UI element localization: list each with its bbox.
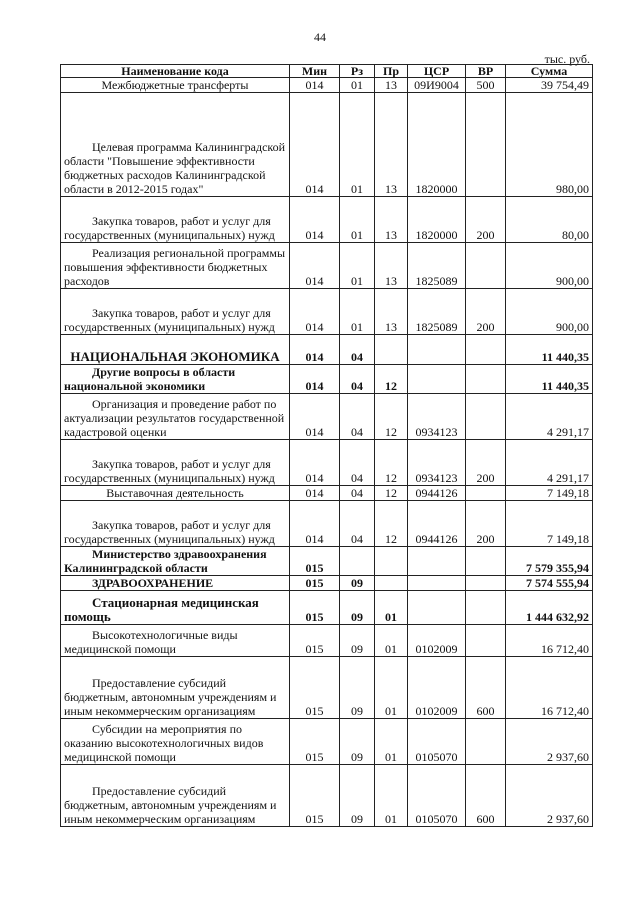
row-csr: 0105070: [408, 719, 466, 765]
row-vr: [466, 335, 506, 365]
row-name: Закупка товаров, работ и услуг для государственных (муниципальных) нужд: [61, 501, 290, 547]
row-name: Реализация региональной программы повышения эффективности бюджетных расходов: [61, 243, 290, 289]
row-pr: 01: [375, 765, 408, 827]
header-pr: Пр: [375, 65, 408, 78]
row-sum: 39 754,49: [506, 78, 593, 93]
row-vr: [466, 486, 506, 501]
row-rz: 01: [340, 93, 375, 197]
row-sum: 980,00: [506, 93, 593, 197]
row-vr: [466, 547, 506, 576]
row-pr: 13: [375, 289, 408, 335]
row-vr: 600: [466, 657, 506, 719]
row-pr: 12: [375, 440, 408, 486]
row-pr: 12: [375, 486, 408, 501]
row-rz: 01: [340, 197, 375, 243]
row-csr: 0934123: [408, 440, 466, 486]
row-vr: 200: [466, 289, 506, 335]
header-vr: ВР: [466, 65, 506, 78]
row-vr: [466, 625, 506, 657]
row-name: Закупка товаров, работ и услуг для государственных (муниципальных) нужд: [61, 289, 290, 335]
row-vr: [466, 591, 506, 625]
row-name: Предоставление субсидий бюджетным, автономным учреждениям и иным некоммерческим организациям: [61, 765, 290, 827]
row-csr: 0934123: [408, 394, 466, 440]
table-row: [61, 765, 593, 827]
row-vr: [466, 394, 506, 440]
row-sum: 2 937,60: [506, 765, 593, 827]
row-min: 014: [290, 501, 340, 547]
row-vr: 600: [466, 765, 506, 827]
row-vr: [466, 365, 506, 394]
row-pr: [375, 576, 408, 591]
row-rz: 04: [340, 501, 375, 547]
row-min: 014: [290, 243, 340, 289]
row-rz: 09: [340, 657, 375, 719]
row-sum: 16 712,40: [506, 625, 593, 657]
row-vr: [466, 93, 506, 197]
row-pr: 12: [375, 365, 408, 394]
row-vr: [466, 719, 506, 765]
row-csr: 1825089: [408, 289, 466, 335]
header-name: Наименование кода: [61, 65, 290, 78]
table-row: [61, 335, 593, 365]
row-sum: 900,00: [506, 289, 593, 335]
row-min: 015: [290, 625, 340, 657]
row-name: Другие вопросы в области национальной экономики: [61, 365, 290, 394]
row-sum: 7 579 355,94: [506, 547, 593, 576]
row-vr: [466, 576, 506, 591]
row-pr: [375, 547, 408, 576]
row-name: НАЦИОНАЛЬНАЯ ЭКОНОМИКА: [61, 335, 290, 365]
table-row: [61, 365, 593, 394]
table-row: [61, 547, 593, 576]
table-row: [61, 93, 593, 197]
row-sum: 11 440,35: [506, 335, 593, 365]
table-row: [61, 440, 593, 486]
header-rz: Рз: [340, 65, 375, 78]
row-csr: 1825089: [408, 243, 466, 289]
page-number: 44: [314, 30, 326, 44]
row-vr: 500: [466, 78, 506, 93]
row-pr: 13: [375, 93, 408, 197]
row-sum: 7 149,18: [506, 501, 593, 547]
row-rz: 04: [340, 365, 375, 394]
row-name: Субсидии на мероприятия по оказанию высокотехнологичных видов медицинской помощи: [61, 719, 290, 765]
table-row: [61, 657, 593, 719]
row-name: Предоставление субсидий бюджетным, автономным учреждениям и иным некоммерческим организациям: [61, 657, 290, 719]
table-row: [61, 289, 593, 335]
row-name: Закупка товаров, работ и услуг для государственных (муниципальных) нужд: [61, 440, 290, 486]
row-min: 015: [290, 719, 340, 765]
row-rz: 09: [340, 625, 375, 657]
row-min: 014: [290, 394, 340, 440]
row-min: 015: [290, 547, 340, 576]
row-rz: 01: [340, 78, 375, 93]
row-vr: 200: [466, 197, 506, 243]
row-sum: 4 291,17: [506, 440, 593, 486]
table-row: [61, 243, 593, 289]
table-row: [61, 576, 593, 591]
header-sum: Сумма: [506, 65, 593, 78]
budget-table: [60, 64, 593, 827]
row-rz: 04: [340, 394, 375, 440]
row-pr: 01: [375, 591, 408, 625]
row-rz: 09: [340, 576, 375, 591]
row-sum: 7 574 555,94: [506, 576, 593, 591]
row-vr: 200: [466, 440, 506, 486]
row-sum: 2 937,60: [506, 719, 593, 765]
row-min: 014: [290, 93, 340, 197]
row-min: 014: [290, 335, 340, 365]
row-name: Межбюджетные трансферты: [61, 78, 290, 93]
row-min: 014: [290, 78, 340, 93]
row-sum: 1 444 632,92: [506, 591, 593, 625]
row-name: Организация и проведение работ по актуализации результатов государственной кадастровой оценки: [61, 394, 290, 440]
header-csr: ЦСР: [408, 65, 466, 78]
table-row: [61, 625, 593, 657]
row-rz: 09: [340, 591, 375, 625]
row-name: Стационарная медицинская помощь: [61, 591, 290, 625]
row-pr: 12: [375, 501, 408, 547]
units-label: тыс. руб.: [544, 52, 590, 66]
row-vr: 200: [466, 501, 506, 547]
row-vr: [466, 243, 506, 289]
row-min: 015: [290, 657, 340, 719]
row-min: 014: [290, 289, 340, 335]
row-csr: 0102009: [408, 657, 466, 719]
row-min: 015: [290, 576, 340, 591]
row-csr: 1820000: [408, 93, 466, 197]
header-min: Мин: [290, 65, 340, 78]
row-csr: [408, 547, 466, 576]
table-row: [61, 486, 593, 501]
row-min: 015: [290, 765, 340, 827]
row-pr: 01: [375, 625, 408, 657]
row-sum: 80,00: [506, 197, 593, 243]
row-rz: 01: [340, 243, 375, 289]
row-sum: 7 149,18: [506, 486, 593, 501]
table-row: [61, 501, 593, 547]
row-sum: 16 712,40: [506, 657, 593, 719]
row-csr: 0944126: [408, 486, 466, 501]
table-row: [61, 719, 593, 765]
row-name: Целевая программа Калининградской области "Повышение эффективности бюджетных расходов Калининградской области в 2012-2015 годах": [61, 93, 290, 197]
row-rz: 09: [340, 719, 375, 765]
row-csr: 0944126: [408, 501, 466, 547]
row-csr: [408, 365, 466, 394]
row-csr: 0102009: [408, 625, 466, 657]
row-rz: 09: [340, 765, 375, 827]
table-header-row: [61, 65, 593, 78]
table-row: [61, 591, 593, 625]
row-name: Выставочная деятельность: [61, 486, 290, 501]
row-csr: [408, 591, 466, 625]
row-rz: 04: [340, 486, 375, 501]
row-min: 014: [290, 486, 340, 501]
row-min: 015: [290, 591, 340, 625]
table-row: [61, 394, 593, 440]
row-pr: [375, 335, 408, 365]
row-rz: 04: [340, 335, 375, 365]
row-pr: 13: [375, 197, 408, 243]
row-name: Министерство здравоохранения Калининградской области: [61, 547, 290, 576]
row-pr: 01: [375, 719, 408, 765]
row-sum: 11 440,35: [506, 365, 593, 394]
row-pr: 13: [375, 243, 408, 289]
row-sum: 900,00: [506, 243, 593, 289]
row-pr: 13: [375, 78, 408, 93]
row-rz: [340, 547, 375, 576]
table-row: [61, 197, 593, 243]
row-csr: [408, 335, 466, 365]
row-pr: 01: [375, 657, 408, 719]
row-pr: 12: [375, 394, 408, 440]
row-min: 014: [290, 440, 340, 486]
row-csr: 09И9004: [408, 78, 466, 93]
row-csr: 1820000: [408, 197, 466, 243]
row-csr: [408, 576, 466, 591]
row-rz: 04: [340, 440, 375, 486]
table-row: [61, 78, 593, 93]
row-name: Закупка товаров, работ и услуг для государственных (муниципальных) нужд: [61, 197, 290, 243]
row-min: 014: [290, 197, 340, 243]
row-sum: 4 291,17: [506, 394, 593, 440]
row-name: Высокотехнологичные виды медицинской помощи: [61, 625, 290, 657]
row-name: ЗДРАВООХРАНЕНИЕ: [61, 576, 290, 591]
row-csr: 0105070: [408, 765, 466, 827]
row-rz: 01: [340, 289, 375, 335]
row-min: 014: [290, 365, 340, 394]
